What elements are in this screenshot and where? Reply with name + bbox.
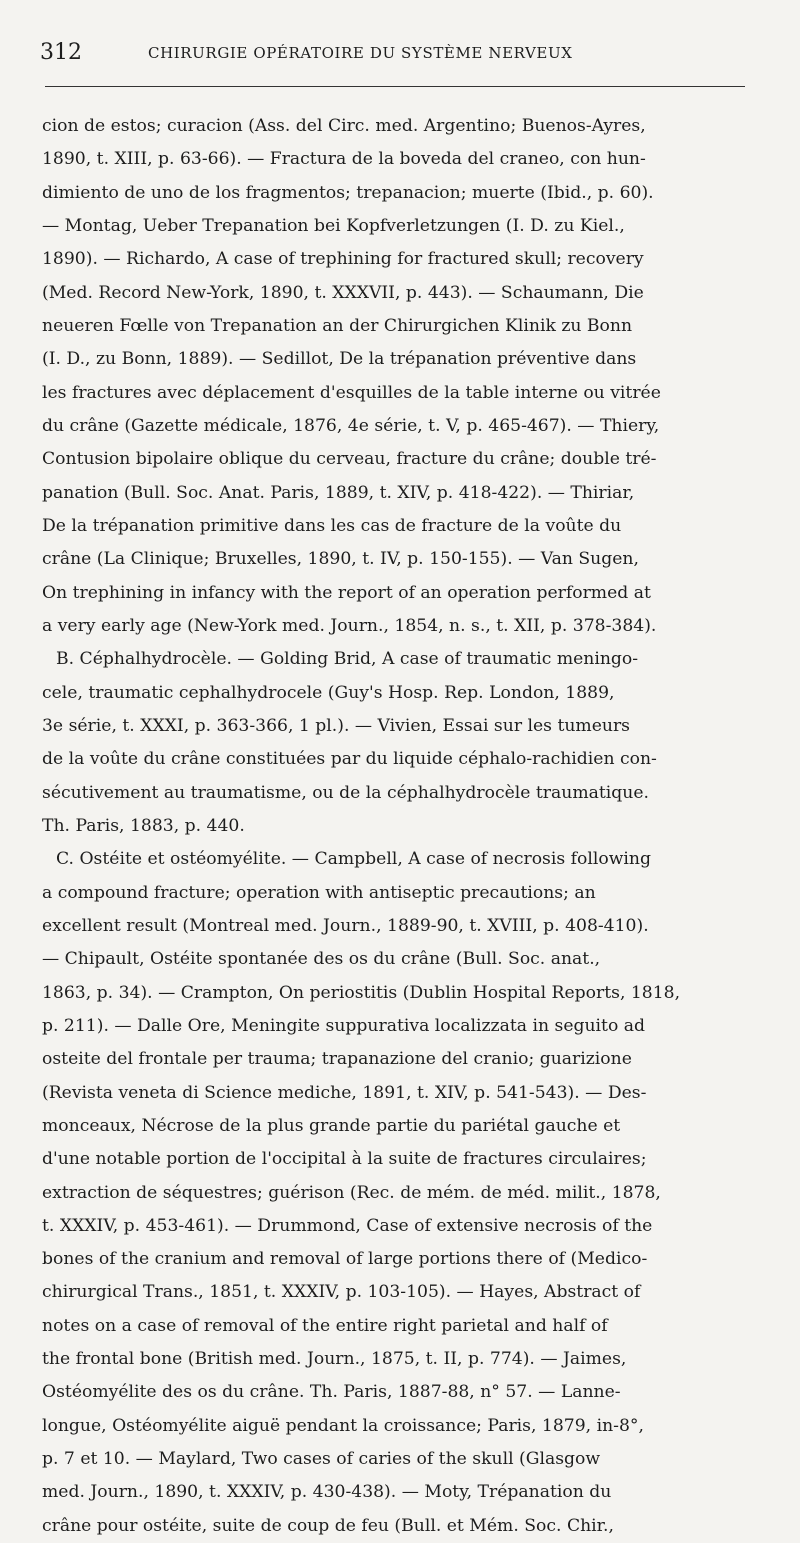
text-line: de la voûte du crâne constituées par du liquide céphalo-rachidien con- [42,749,657,770]
text-line: 1863, p. 34). — Crampton, On periostitis (Dublin Hospital Reports, 1818, [42,982,681,1003]
text-line: — Chipault, Ostéite spontanée des os du crâne (Bull. Soc. anat., [42,949,601,970]
text-line: d'une notable portion de l'occipital à la suite de fractures circulaires; [42,1149,647,1170]
text-line: crâne pour ostéite, suite de coup de feu (Bull. et Mém. Soc. Chir., [42,1515,614,1536]
text-line: (I. D., zu Bonn, 1889). — Sedillot, De la trépanation préventive dans [42,349,637,370]
text-line: chirurgical Trans., 1851, t. XXXIV, p. 103-105). — Hayes, Abstract of [42,1282,641,1303]
text-line: C. Ostéite et ostéomyélite. — Campbell, A case of necrosis following [56,849,651,870]
text-line: longue, Ostéomyélite aiguë pendant la croissance; Paris, 1879, in-8°, [42,1415,644,1436]
text-line: a compound fracture; operation with antiseptic precautions; an [42,882,596,903]
text-line: p. 7 et 10. — Maylard, Two cases of caries of the skull (Glasgow [42,1449,601,1470]
text-line: B. Céphalhydrocèle. — Golding Brid, A case of traumatic meningo- [56,649,639,670]
text-line: Th. Paris, 1883, p. 440. [42,815,245,836]
text-line: De la trépanation primitive dans les cas de fracture de la voûte du [42,515,622,536]
text-line: med. Journ., 1890, t. XXXIV, p. 430-438). — Moty, Trépanation du [42,1482,612,1503]
text-line: t. XXXIV, p. 453-461). — Drummond, Case of extensive necrosis of the [42,1215,653,1236]
text-line: notes on a case of removal of the entire right parietal and half of [42,1315,608,1336]
header-rule [45,86,745,87]
text-line: — Montag, Ueber Trepanation bei Kopfverletzungen (I. D. zu Kiel., [42,215,625,236]
text-line: crâne (La Clinique; Bruxelles, 1890, t. IV, p. 150-155). — Van Sugen, [42,549,639,570]
text-line: dimiento de uno de los fragmentos; trepanacion; muerte (Ibid., p. 60). [42,182,654,203]
text-line: sécutivement au traumatisme, ou de la céphalhydrocèle traumatique. [42,782,649,803]
text-line: (Med. Record New-York, 1890, t. XXXVII, p. 443). — Schaumann, Die [42,282,644,303]
text-line: extraction de séquestres; guérison (Rec. de mém. de méd. milit., 1878, [42,1182,661,1203]
text-line: bones of the cranium and removal of large portions there of (Medico- [42,1249,648,1270]
text-line: monceaux, Nécrose de la plus grande partie du pariétal gauche et [42,1115,621,1136]
bibliography-text [42,110,764,1543]
text-line: Contusion bipolaire oblique du cerveau, fracture du crâne; double tré- [42,449,657,470]
page-number: 312 [40,40,82,65]
text-line: cele, traumatic cephalhydrocele (Guy's Hosp. Rep. London, 1889, [42,682,615,703]
text-line: les fractures avec déplacement d'esquilles de la table interne ou vitrée [42,382,661,403]
text-line: neueren Fœlle von Trepanation an der Chirurgichen Klinik zu Bonn [42,315,633,336]
text-line: the frontal bone (British med. Journ., 1875, t. II, p. 774). — Jaimes, [42,1349,627,1370]
text-line: 3e série, t. XXXI, p. 363-366, 1 pl.). — Vivien, Essai sur les tumeurs [42,715,631,736]
text-line: a very early age (New-York med. Journ., 1854, n. s., t. XII, p. 378-384). [42,615,657,636]
text-line: du crâne (Gazette médicale, 1876, 4e série, t. V, p. 465-467). — Thiery, [42,415,660,436]
text-line: p. 211). — Dalle Ore, Meningite suppurativa localizzata in seguito ad [42,1015,646,1036]
text-line: 1890, t. XIII, p. 63-66). — Fractura de la boveda del craneo, con hun- [42,149,646,170]
text-line: 1890). — Richardo, A case of trephining for fractured skull; recovery [42,249,644,270]
text-line: (Revista veneta di Science mediche, 1891, t. XIV, p. 541-543). — Des- [42,1082,647,1103]
page-header [40,40,750,76]
text-line: Ostéomyélite des os du crâne. Th. Paris, 1887-88, n° 57. — Lanne- [42,1382,621,1403]
text-line: panation (Bull. Soc. Anat. Paris, 1889, t. XIV, p. 418-422). — Thiriar, [42,482,635,503]
running-title: CHIRURGIE OPÉRATOIRE DU SYSTÈME NERVEUX [148,44,573,62]
text-line: excellent result (Montreal med. Journ., 1889-90, t. XVIII, p. 408-410). [42,915,649,936]
text-line: osteite del frontale per trauma; trapanazione del cranio; guarizione [42,1049,632,1070]
text-line: On trephining in infancy with the report of an operation performed at [42,582,651,603]
text-line: cion de estos; curacion (Ass. del Circ. med. Argentino; Buenos-Ayres, [42,116,646,136]
